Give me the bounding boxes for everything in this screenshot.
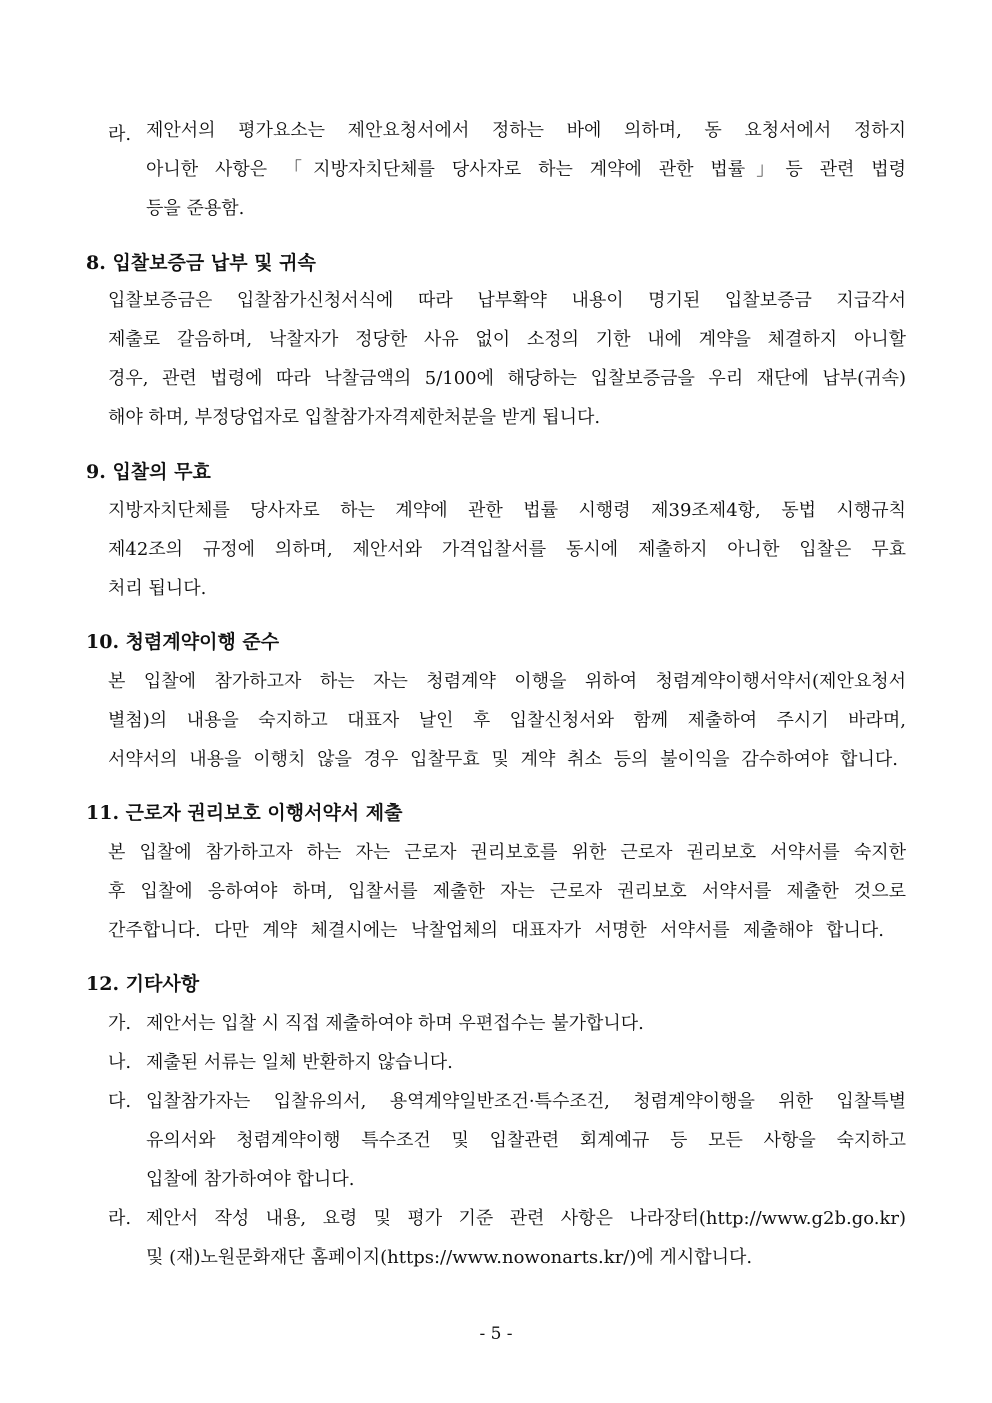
- list-marker: 나.: [108, 1052, 132, 1073]
- body-text-line: 제42조의 규정에 의하며, 제안서와 가격입찰서를 동시에 제출하지 아니한 입찰은 무효: [108, 539, 906, 560]
- section-heading: 10. 청렴계약이행 준수: [86, 631, 280, 653]
- body-text-line: 간주합니다. 다만 계약 체결시에는 낙찰업체의 대표자가 서명한 서약서를 제출해야 합니다.: [108, 920, 884, 941]
- page-number: - 5 -: [479, 1324, 513, 1344]
- body-text-line: 처리 됩니다.: [108, 578, 207, 599]
- body-text-line: 및 (재)노원문화재단 홈페이지(https://www.nowonarts.kr/)에 게시합니다.: [146, 1247, 753, 1268]
- body-text-line: 아니한 사항은 「지방자치단체를 당사자로 하는 계약에 관한 법률」등 관련 법령: [146, 159, 906, 180]
- body-text-line: 지방자치단체를 당사자로 하는 계약에 관한 법률 시행령 제39조제4항, 동법 시행규칙: [108, 500, 906, 521]
- body-text-line: 등을 준용함.: [146, 198, 245, 219]
- section-heading: 8. 입찰보증금 납부 및 귀속: [86, 252, 316, 274]
- list-marker: 라.: [108, 1208, 132, 1229]
- body-text-line: 경우, 관련 법령에 따라 낙찰금액의 5/100에 해당하는 입찰보증금을 우리 재단에 납부(귀속): [108, 368, 906, 389]
- body-text-line: 제출된 서류는 일체 반환하지 않습니다.: [146, 1052, 453, 1073]
- body-text-line: 본 입찰에 참가하고자 하는 자는 근로자 권리보호를 위한 근로자 권리보호 서약서를 숙지한: [108, 842, 906, 863]
- section-heading: 12. 기타사항: [86, 973, 200, 995]
- body-text-line: 본 입찰에 참가하고자 하는 자는 청렴계약 이행을 위하여 청렴계약이행서약서(제안요청서: [108, 671, 906, 692]
- section-heading: 11. 근로자 권리보호 이행서약서 제출: [86, 802, 403, 824]
- body-text-line: 제출로 갈음하며, 낙찰자가 정당한 사유 없이 소정의 기한 내에 계약을 체결하지 아니할: [108, 329, 906, 350]
- body-text-line: 후 입찰에 응하여야 하며, 입찰서를 제출한 자는 근로자 권리보호 서약서를 제출한 것으로: [108, 881, 906, 902]
- body-text-line: 해야 하며, 부정당업자로 입찰참가자격제한처분을 받게 됩니다.: [108, 407, 601, 428]
- body-text-line: 입찰에 참가하여야 합니다.: [146, 1169, 355, 1190]
- list-marker: 다.: [108, 1091, 132, 1112]
- list-marker: 가.: [108, 1013, 132, 1034]
- body-text-line: 유의서와 청렴계약이행 특수조건 및 입찰관련 회계예규 등 모든 사항을 숙지하고: [146, 1130, 906, 1151]
- body-text-line: 별첨)의 내용을 숙지하고 대표자 날인 후 입찰신청서와 함께 제출하여 주시기 바라며,: [108, 710, 906, 731]
- list-marker: 라.: [108, 124, 132, 145]
- body-text-line: 입찰보증금은 입찰참가신청서식에 따라 납부확약 내용이 명기된 입찰보증금 지급각서: [108, 290, 906, 311]
- body-text-line: 입찰참가자는 입찰유의서, 용역계약일반조건·특수조건, 청렴계약이행을 위한 입찰특별: [146, 1091, 906, 1112]
- body-text-line: 서약서의 내용을 이행치 않을 경우 입찰무효 및 계약 취소 등의 불이익을 감수하여야 합니다.: [108, 749, 898, 770]
- body-text-line: 제안서의 평가요소는 제안요청서에서 정하는 바에 의하며, 동 요청서에서 정하지: [146, 120, 906, 141]
- section-heading: 9. 입찰의 무효: [86, 461, 211, 483]
- body-text-line: 제안서는 입찰 시 직접 제출하여야 하며 우편접수는 불가합니다.: [146, 1013, 644, 1034]
- body-text-line: 제안서 작성 내용, 요령 및 평가 기준 관련 사항은 나라장터(http://www.g2b.go.kr): [146, 1208, 906, 1229]
